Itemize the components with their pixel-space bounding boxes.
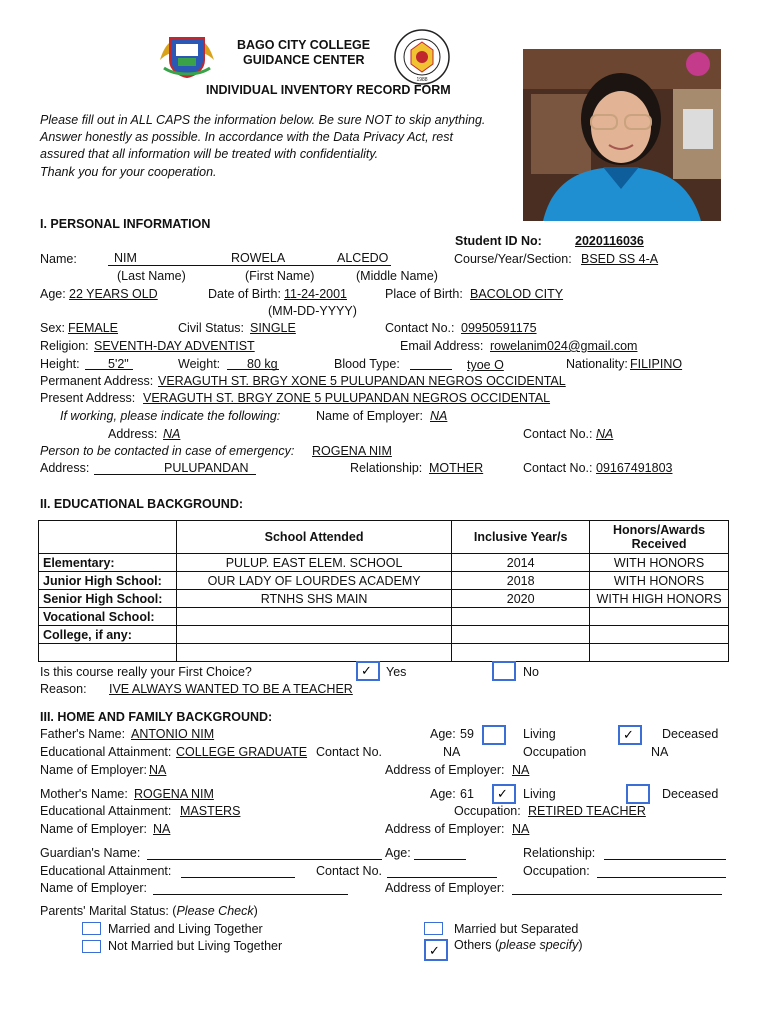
- guardian-age-label: Age:: [385, 846, 411, 860]
- mother-age-label: Age:: [430, 787, 456, 801]
- married-living-checkbox[interactable]: [82, 922, 101, 935]
- relationship-label: Relationship:: [350, 461, 423, 475]
- mother-occupation-value[interactable]: RETIRED TEACHER: [528, 804, 646, 818]
- education-level: [39, 644, 177, 662]
- form-title: INDIVIDUAL INVENTORY RECORD FORM: [206, 83, 451, 97]
- education-school[interactable]: [176, 644, 451, 662]
- mother-employer-label: Name of Employer:: [40, 822, 147, 836]
- guardian-employer-label: Name of Employer:: [40, 881, 147, 895]
- not-married-label: Not Married but Living Together: [108, 939, 283, 953]
- father-contact-label: Contact No.: [316, 745, 383, 759]
- first-choice-no-label: No: [523, 665, 539, 679]
- guardian-relationship-label: Relationship:: [523, 846, 596, 860]
- education-year[interactable]: 2020: [452, 590, 590, 608]
- marital-status-close: ): [253, 904, 258, 918]
- instruction-line-4: Thank you for your cooperation.: [40, 165, 217, 179]
- contact-label: Contact No.:: [385, 321, 455, 335]
- age-label: Age:: [40, 287, 66, 301]
- pob-value[interactable]: BACOLOD CITY: [470, 287, 564, 301]
- table-row: [39, 644, 729, 662]
- guardian-relationship-line[interactable]: [604, 859, 726, 860]
- education-year[interactable]: [452, 608, 590, 626]
- father-deceased-label: Deceased: [662, 727, 719, 741]
- father-educ-value[interactable]: COLLEGE GRADUATE: [176, 745, 308, 759]
- guardian-emp-address-label: Address of Employer:: [385, 881, 505, 895]
- education-year[interactable]: [452, 626, 590, 644]
- others-text: Others (: [454, 938, 500, 952]
- permanent-address-value[interactable]: VERAGUTH ST. BRGY XONE 5 PULUPANDAN NEGROS OCCIDENTAL: [158, 374, 566, 388]
- mother-age-value[interactable]: 61: [460, 787, 474, 801]
- mother-emp-address-value[interactable]: NA: [512, 822, 530, 836]
- civil-status-label: Civil Status:: [178, 321, 244, 335]
- father-occupation-label: Occupation: [523, 745, 587, 759]
- education-honors[interactable]: [590, 608, 729, 626]
- blood-type-value[interactable]: tyoe O: [467, 358, 504, 372]
- father-emp-address-value[interactable]: NA: [512, 763, 530, 777]
- mother-name-label: Mother's Name:: [40, 787, 128, 801]
- email-value[interactable]: rowelanim024@gmail.com: [490, 339, 638, 353]
- education-year[interactable]: 2014: [452, 554, 590, 572]
- not-married-checkbox[interactable]: [82, 940, 101, 953]
- education-level: Senior High School:: [39, 590, 177, 608]
- marital-status-hint: Please Check: [176, 904, 254, 918]
- section-personal-title: I. PERSONAL INFORMATION: [40, 217, 211, 231]
- education-header-honors: Honors/Awards Received: [590, 521, 729, 554]
- dob-value[interactable]: 11-24-2001: [284, 287, 348, 301]
- education-honors[interactable]: WITH HIGH HONORS: [590, 590, 729, 608]
- guardian-name-label: Guardian's Name:: [40, 846, 141, 860]
- civil-status-value[interactable]: SINGLE: [250, 321, 296, 335]
- table-row: [39, 572, 729, 590]
- others-hint: please specify: [499, 938, 579, 952]
- first-choice-question: Is this course really your First Choice?: [40, 665, 252, 679]
- guardian-occupation-label: Occupation:: [523, 864, 590, 878]
- education-school[interactable]: [176, 608, 451, 626]
- first-choice-yes-label: Yes: [386, 665, 407, 679]
- dob-hint: (MM-DD-YYYY): [268, 304, 357, 318]
- course-value[interactable]: BSED SS 4-A: [581, 252, 659, 266]
- mother-occupation-label: Occupation:: [454, 804, 521, 818]
- age-value[interactable]: 22 YEARS OLD: [69, 287, 158, 301]
- employer-contact-value[interactable]: NA: [596, 427, 614, 441]
- father-age-value[interactable]: 59: [460, 727, 474, 741]
- present-address-label: Present Address:: [40, 391, 136, 405]
- education-year[interactable]: [452, 644, 590, 662]
- mother-deceased-checkbox[interactable]: [626, 784, 650, 804]
- email-label: Email Address:: [400, 339, 484, 353]
- others-label: [454, 938, 583, 953]
- mother-emp-address-label: Address of Employer:: [385, 822, 505, 836]
- pob-label: Place of Birth:: [385, 287, 463, 301]
- education-header-row: [39, 521, 729, 554]
- mother-deceased-label: Deceased: [662, 787, 719, 801]
- emergency-label: Person to be contacted in case of emergency:: [40, 444, 295, 458]
- separated-checkbox[interactable]: [424, 922, 443, 935]
- college-name: BAGO CITY COLLEGE: [237, 38, 371, 52]
- father-deceased-checkbox[interactable]: [618, 725, 642, 745]
- nationality-value[interactable]: FILIPINO: [630, 357, 683, 371]
- first-name-hint: (First Name): [245, 269, 315, 283]
- married-living-label: Married and Living Together: [108, 922, 263, 936]
- course-label: Course/Year/Section:: [454, 252, 572, 266]
- employer-value[interactable]: NA: [430, 409, 448, 423]
- education-honors[interactable]: WITH HONORS: [590, 572, 729, 590]
- father-contact-value[interactable]: NA: [443, 745, 461, 759]
- emergency-contact-value[interactable]: 09167491803: [596, 461, 673, 475]
- father-occupation-value[interactable]: NA: [651, 745, 669, 759]
- education-year[interactable]: 2018: [452, 572, 590, 590]
- sex-value[interactable]: FEMALE: [68, 321, 119, 335]
- father-educ-label: Educational Attainment:: [40, 745, 172, 759]
- weight-value[interactable]: 80 kg: [247, 357, 278, 371]
- emergency-contact-label: Contact No.:: [523, 461, 593, 475]
- contact-value[interactable]: 09950591175: [461, 321, 537, 335]
- employer-label: Name of Employer:: [316, 409, 423, 423]
- dob-label: Date of Birth:: [208, 287, 281, 301]
- last-name-value[interactable]: NIM: [114, 251, 137, 265]
- instruction-line-1: Please fill out in ALL CAPS the information below. Be sure NOT to skip anything.: [40, 113, 486, 127]
- check-mark-icon: ✓: [429, 943, 440, 958]
- table-row: [39, 626, 729, 644]
- weight-label: Weight:: [178, 357, 221, 371]
- last-name-hint: (Last Name): [117, 269, 186, 283]
- guardian-age-line[interactable]: [414, 859, 466, 860]
- education-school[interactable]: PULUP. EAST ELEM. SCHOOL: [176, 554, 451, 572]
- guidance-seal: [393, 28, 451, 86]
- education-level: Elementary:: [39, 554, 177, 572]
- guardian-contact-label: Contact No.: [316, 864, 383, 878]
- education-table: [38, 520, 729, 662]
- employer-contact-label: Contact No.:: [523, 427, 593, 441]
- father-employer-label: Name of Employer:: [40, 763, 147, 777]
- mother-living-label: Living: [523, 787, 556, 801]
- education-level: Junior High School:: [39, 572, 177, 590]
- reason-value[interactable]: IVE ALWAYS WANTED TO BE A TEACHER: [109, 682, 353, 696]
- section-education-title: II. EDUCATIONAL BACKGROUND:: [40, 497, 244, 511]
- education-school[interactable]: OUR LADY OF LOURDES ACADEMY: [176, 572, 451, 590]
- education-level: Vocational School:: [39, 608, 177, 626]
- student-id-label: Student ID No:: [455, 234, 542, 248]
- present-address-value[interactable]: VERAGUTH ST. BRGY ZONE 5 PULUPANDAN NEGROS OCCIDENTAL: [143, 391, 551, 405]
- father-employer-value[interactable]: NA: [149, 763, 167, 777]
- father-living-label: Living: [523, 727, 556, 741]
- table-row: [39, 554, 729, 572]
- relationship-value[interactable]: MOTHER: [429, 461, 484, 475]
- father-age-label: Age:: [430, 727, 456, 741]
- check-mark-icon: ✓: [361, 663, 372, 678]
- table-row: [39, 590, 729, 608]
- working-note: If working, please indicate the following:: [60, 409, 281, 423]
- others-checkbox[interactable]: [424, 939, 448, 961]
- emergency-address-label: Address:: [40, 461, 90, 475]
- section-family-title: III. HOME AND FAMILY BACKGROUND:: [40, 710, 273, 724]
- check-mark-icon: ✓: [497, 786, 508, 801]
- mother-educ-label: Educational Attainment:: [40, 804, 172, 818]
- guardian-name-line[interactable]: [147, 859, 382, 860]
- father-name-label: Father's Name:: [40, 727, 126, 741]
- height-value[interactable]: 5'2": [108, 357, 129, 371]
- education-honors[interactable]: WITH HONORS: [590, 554, 729, 572]
- religion-value[interactable]: SEVENTH-DAY ADVENTIST: [94, 339, 255, 353]
- check-mark-icon: ✓: [623, 727, 634, 742]
- emergency-address-value[interactable]: PULUPANDAN: [164, 461, 249, 475]
- education-header-school: School Attended: [176, 521, 451, 554]
- mother-educ-value[interactable]: MASTERS: [180, 804, 241, 818]
- instruction-line-2: Answer honestly as possible. In accordance with the Data Privacy Act, rest: [40, 130, 453, 144]
- student-id-value[interactable]: 2020116036: [575, 234, 644, 248]
- guardian-contact-line[interactable]: [387, 877, 497, 878]
- college-logo: [156, 30, 218, 78]
- blood-type-label: Blood Type:: [334, 357, 400, 371]
- middle-name-hint: (Middle Name): [356, 269, 438, 283]
- guardian-educ-line[interactable]: [181, 877, 295, 878]
- education-honors[interactable]: [590, 626, 729, 644]
- father-living-checkbox[interactable]: [482, 725, 506, 745]
- height-label: Height:: [40, 357, 80, 371]
- education-school[interactable]: RTNHS SHS MAIN: [176, 590, 451, 608]
- father-emp-address-label: Address of Employer:: [385, 763, 505, 777]
- seal-year: 1988: [416, 77, 428, 83]
- guidance-center-name: GUIDANCE CENTER: [243, 53, 365, 67]
- religion-label: Religion:: [40, 339, 89, 353]
- name-label: Name:: [40, 252, 77, 266]
- middle-name-value[interactable]: ALCEDO: [337, 251, 389, 265]
- reason-label: Reason:: [40, 682, 87, 696]
- sex-label: Sex:: [40, 321, 66, 335]
- education-honors[interactable]: [590, 644, 729, 662]
- guardian-educ-label: Educational Attainment:: [40, 864, 172, 878]
- mother-living-checkbox[interactable]: [492, 784, 516, 804]
- education-level: College, if any:: [39, 626, 177, 644]
- first-choice-yes-checkbox[interactable]: [356, 661, 380, 681]
- blood-type-line: [410, 369, 452, 370]
- instruction-line-3: assured that all information will be treated with confidentiality.: [40, 147, 379, 161]
- student-photo: [523, 49, 721, 221]
- education-school[interactable]: [176, 626, 451, 644]
- nationality-label: Nationality:: [566, 357, 628, 371]
- mother-name-value[interactable]: ROGENA NIM: [134, 787, 214, 801]
- permanent-address-label: Permanent Address:: [40, 374, 154, 388]
- emergency-name-value[interactable]: ROGENA NIM: [312, 444, 392, 458]
- mother-employer-value[interactable]: NA: [153, 822, 171, 836]
- employer-address-label: Address:: [108, 427, 158, 441]
- employer-address-value[interactable]: NA: [163, 427, 181, 441]
- father-name-value[interactable]: ANTONIO NIM: [131, 727, 215, 741]
- education-header-year: Inclusive Year/s: [452, 521, 590, 554]
- guardian-occupation-line[interactable]: [597, 877, 726, 878]
- first-choice-no-checkbox[interactable]: [492, 661, 516, 681]
- guardian-employer-line[interactable]: [153, 894, 348, 895]
- separated-label: Married but Separated: [454, 922, 579, 936]
- first-name-value[interactable]: ROWELA: [231, 251, 286, 265]
- marital-status-label: [40, 904, 258, 919]
- guardian-emp-address-line[interactable]: [512, 894, 722, 895]
- marital-status-text: Parents' Marital Status: (: [40, 904, 177, 918]
- table-row: [39, 608, 729, 626]
- others-close: ): [578, 938, 583, 952]
- education-header-blank: [39, 521, 177, 554]
